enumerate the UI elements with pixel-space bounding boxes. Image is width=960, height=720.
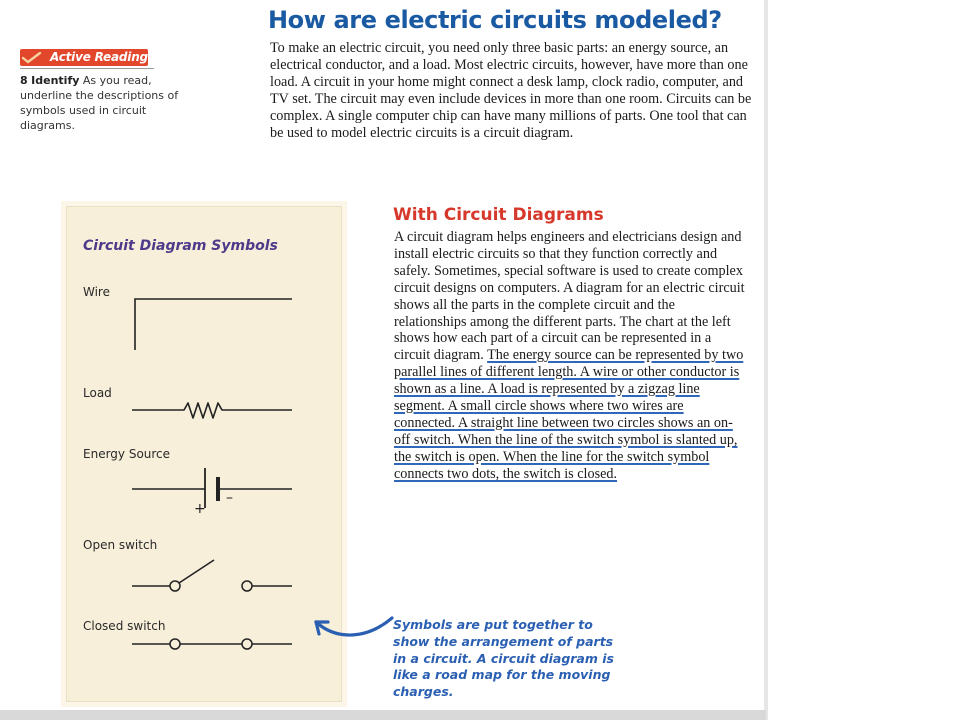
load-symbol (132, 403, 292, 418)
load-label: Load (83, 386, 112, 400)
pencil-check-icon (22, 52, 42, 64)
circuit-symbols-drawing (66, 206, 342, 700)
question-verb: Identify (31, 74, 80, 87)
closed-switch-label: Closed switch (83, 619, 166, 633)
active-reading-label: Active Reading (50, 50, 148, 64)
active-reading-prompt (20, 73, 180, 133)
paragraph-plain: A circuit diagram helps engineers and electricians design and install electric circuits so that they function correctly and safely. Sometimes, special software is used to create complex circuit designs on computers. A diagram for an electric circuit shows all the parts in the complete circuit and the relationships among the different parts. The chart at the left shows how each part of a circuit can be represented in a circuit diagram. (394, 229, 745, 364)
plus-sign: + (194, 501, 206, 517)
energy-source-label: Energy Source (83, 447, 171, 461)
wire-symbol (135, 299, 292, 350)
wire-label: Wire (83, 285, 110, 299)
bottom-strip (0, 710, 766, 720)
paragraph-underlined: The energy source can be represented by two parallel lines of different length. A wire or other conductor is shown as a line. A load is represented by a zigzag line segment. A small circle shows where two wires are connected. A straight line between two circles shows an on-off switch. When the line of the switch symbol is slanted up, the switch is open. When the line for the switch symbol connects two dots, the switch is closed. (394, 347, 744, 482)
closed-switch-symbol (132, 639, 292, 649)
intro-paragraph: To make an electric circuit, you need only three basic parts: an energy source, an electrical conductor, and a load. Most electric circuits, however, have more than one load. A circuit in your home might connect a desk lamp, clock radio, computer, and TV set. The circuit may even include devices in more than one room. Circuits can be complex. A single computer chip can have many millions of parts. One tool that can be used to model electric circuits is a circuit diagram. (270, 40, 752, 142)
question-text: As you read, underline the descriptions of symbols used in circuit diagrams. (20, 74, 179, 132)
page-edge (764, 0, 768, 720)
divider (20, 68, 154, 69)
open-switch-symbol (132, 560, 292, 591)
question-number: 8 (20, 74, 28, 87)
section-paragraph (394, 229, 746, 483)
curved-arrow-icon (306, 610, 402, 650)
open-switch-label: Open switch (83, 538, 158, 552)
minus-sign: – (226, 490, 233, 506)
battery-symbol (132, 468, 292, 517)
page-title: How are electric circuits modeled? (268, 6, 722, 34)
panel-title: Circuit Diagram Symbols (83, 238, 278, 254)
section-title: With Circuit Diagrams (393, 205, 604, 225)
callout-note: Symbols are put together to show the arrangement of parts in a circuit. A circuit diagram is like a road map for the moving charges. (393, 617, 614, 700)
